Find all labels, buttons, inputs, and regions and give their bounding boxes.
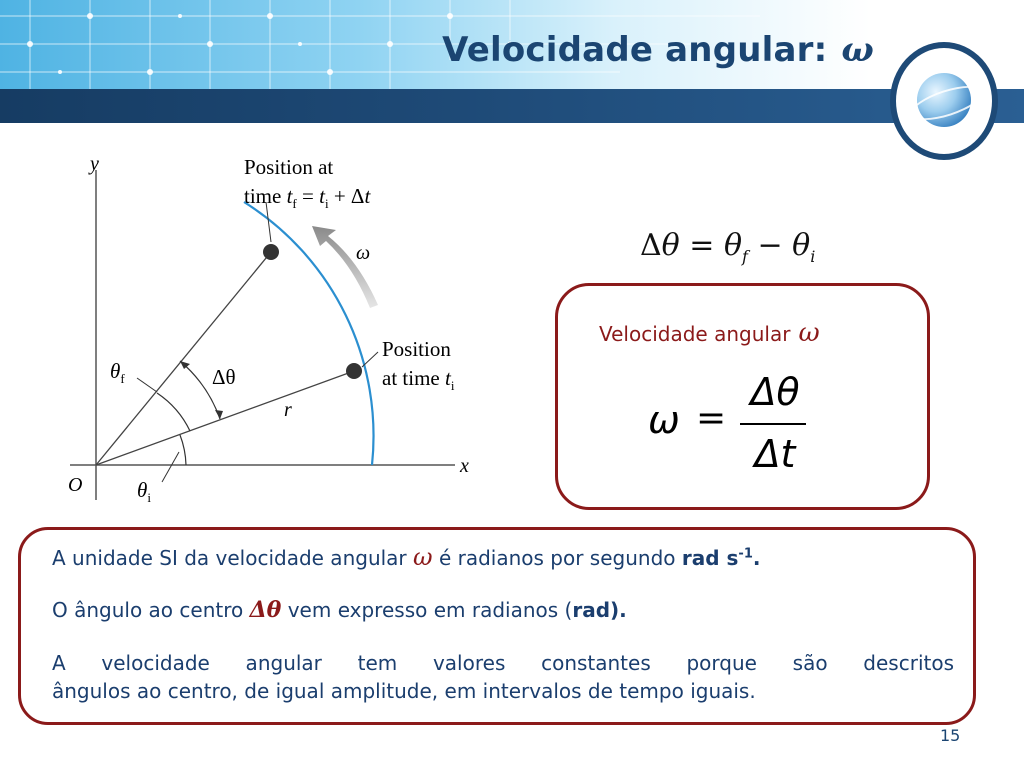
definition-label-symbol: ω xyxy=(798,318,820,348)
delta-theta-arrowhead-top xyxy=(180,361,190,369)
note-constant-velocity-line2: ângulos ao centro, de igual amplitude, em intervalos de tempo iguais. xyxy=(52,679,756,703)
pos-final-leader xyxy=(266,202,271,242)
ti-sub: i xyxy=(147,490,151,505)
eq-minus: − xyxy=(747,228,793,263)
formula-lhs: ω xyxy=(648,398,680,442)
point-final xyxy=(263,244,279,260)
pi-sub-i: i xyxy=(450,378,455,393)
eq-sub-i: i xyxy=(810,247,816,266)
circular-path xyxy=(244,202,374,465)
slide-title-text: Velocidade angular: xyxy=(442,30,828,70)
ti-theta: θ xyxy=(137,478,148,502)
slide-title xyxy=(442,30,874,70)
note2-a: O ângulo ao centro xyxy=(52,598,250,622)
eq-delta: Δ xyxy=(640,228,662,263)
point-initial xyxy=(346,363,362,379)
theta-f-leader xyxy=(137,378,157,392)
note-angle-radians xyxy=(52,597,627,623)
pi-at-time: at time xyxy=(382,366,445,390)
pf-plus: + xyxy=(328,184,351,208)
theta-f-arc xyxy=(157,393,190,431)
note1-unit: rad s xyxy=(681,546,739,570)
theta-i-arc xyxy=(180,435,186,465)
pf-time: time xyxy=(244,184,287,208)
formula-denominator: Δt xyxy=(754,432,796,476)
note-si-unit xyxy=(52,543,760,571)
note2-unit: rad) xyxy=(572,598,620,622)
label-omega: ω xyxy=(356,242,371,264)
label-position-final-line1: Position at xyxy=(244,155,334,179)
label-position-initial-line1: Position xyxy=(382,337,451,361)
tf-sub: f xyxy=(120,371,125,386)
formula-fraction-bar xyxy=(740,423,806,425)
delta-theta-equation xyxy=(640,228,815,266)
label-origin: O xyxy=(68,474,83,496)
pf-sub-f: f xyxy=(292,196,297,211)
eq-sub-f: f xyxy=(742,247,748,266)
header-band xyxy=(0,89,1024,123)
tf-theta: θ xyxy=(110,359,121,383)
pf-eq: = xyxy=(296,184,320,208)
eq-theta-f: θ xyxy=(723,228,743,263)
note1-end: . xyxy=(752,546,761,570)
pf-sub-i: i xyxy=(324,196,329,211)
label-x: x xyxy=(460,455,469,477)
angular-position-diagram xyxy=(40,140,490,515)
label-theta-f xyxy=(110,359,125,386)
definition-label-text: Velocidade angular xyxy=(599,322,791,346)
note2-end: . xyxy=(619,598,627,622)
pf-t2: t xyxy=(319,184,325,208)
label-theta-i xyxy=(137,478,151,505)
note1-symbol: ω xyxy=(413,543,433,571)
formula-numerator: Δθ xyxy=(750,370,800,414)
note1-a: A unidade SI da velocidade angular xyxy=(52,546,414,570)
label-position-final-line2 xyxy=(244,184,371,211)
eq-theta-i: θ xyxy=(792,228,811,263)
note2-b: vem expresso em radianos ( xyxy=(281,598,573,622)
note-constant-velocity-line1: A velocidade angular tem valores constantes porque são descritos xyxy=(52,651,954,675)
note2-symbol: Δθ xyxy=(249,597,282,623)
page-number: 15 xyxy=(940,726,961,745)
pi-t: t xyxy=(444,366,451,390)
note1-exp: -1 xyxy=(738,546,753,562)
pf-delta: Δ xyxy=(350,184,365,208)
pos-initial-leader xyxy=(362,352,378,367)
label-delta-theta: Δθ xyxy=(212,365,236,389)
pf-t1: t xyxy=(286,184,293,208)
rotation-arrow xyxy=(312,226,378,308)
definition-label xyxy=(599,318,820,348)
eq-equals: = xyxy=(679,228,724,263)
theta-i-leader xyxy=(162,452,179,482)
slide-title-symbol: ω xyxy=(841,30,874,70)
formula-equals: = xyxy=(696,398,727,439)
eq-theta: θ xyxy=(661,228,680,263)
note1-b: é radianos por segundo xyxy=(432,546,682,570)
label-position-initial-line2 xyxy=(382,366,455,393)
label-r: r xyxy=(284,399,292,421)
pf-t3: t xyxy=(364,184,371,208)
label-y: y xyxy=(90,153,99,175)
